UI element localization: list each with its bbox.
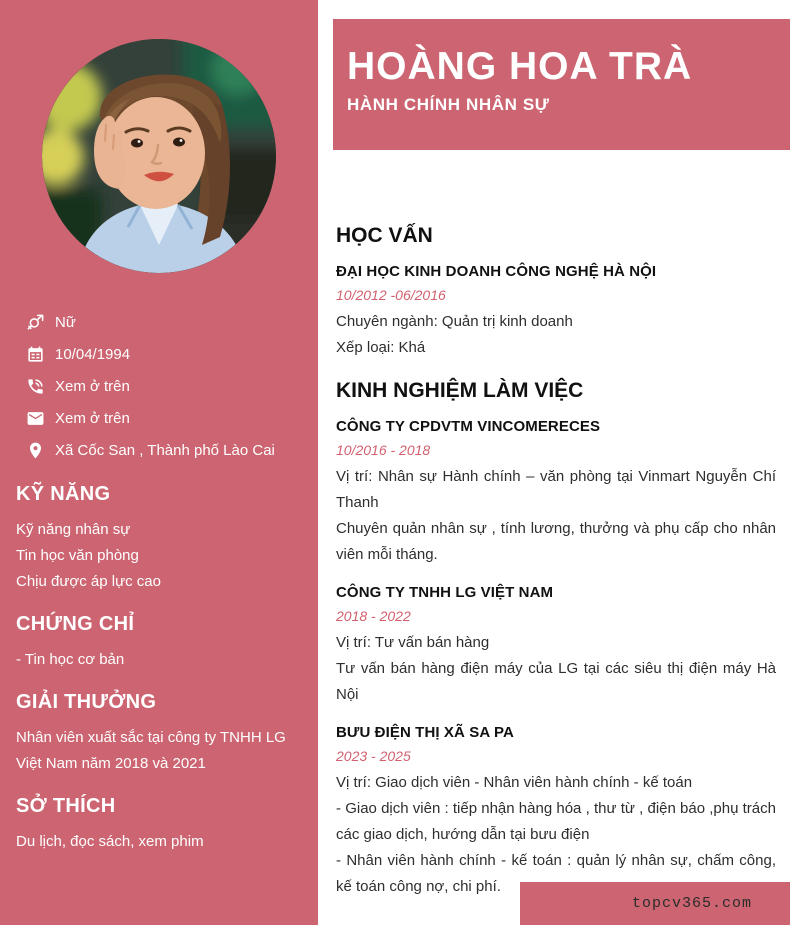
certificate-item: - Tin học cơ bản xyxy=(16,651,125,668)
experience-org: CÔNG TY CPDVTM VINCOMERECES xyxy=(336,418,601,435)
sidebar xyxy=(0,0,318,925)
section-experience xyxy=(336,377,776,900)
email-icon xyxy=(26,409,45,428)
experience-line: - Giao dịch viên : tiếp nhận hàng hóa , thư từ , điện báo ,phụ trách các giao dịch, hướng dẫn tại bưu điện xyxy=(336,800,776,843)
hobby-item: Du lịch, đọc sách, xem phim xyxy=(16,833,204,850)
experience-line: Vị trí: Giao dịch viên - Nhân viên hành chính - kế toán xyxy=(336,774,693,791)
avatar-illustration xyxy=(42,39,276,273)
experience-heading: KINH NGHIỆM LÀM VIỆC xyxy=(336,379,584,402)
location-icon xyxy=(26,441,45,460)
info-row-phone xyxy=(26,370,308,402)
education-line: Xếp loại: Khá xyxy=(336,339,426,356)
candidate-job-title: HÀNH CHÍNH NHÂN SỰ xyxy=(347,95,550,114)
section-title-hobbies: SỞ THÍCH xyxy=(16,795,116,817)
candidate-name: HOÀNG HOA TRÀ xyxy=(347,45,693,88)
phone-value: Xem ở trên xyxy=(55,377,130,395)
info-row-email xyxy=(26,402,308,434)
sidebar-sections xyxy=(16,482,307,872)
skill-item: Chịu được áp lực cao xyxy=(16,573,161,590)
experience-line: - Nhân viên hành chính - kế toán : quản lý nhân sự, chấm công, kế toán công nợ, chi phí. xyxy=(336,852,776,895)
experience-line: Vị trí: Nhân sự Hành chính – văn phòng tại Vinmart Nguyễn Chí Thanh xyxy=(336,468,776,511)
sidebar-section-certificates xyxy=(16,612,307,673)
education-entry xyxy=(336,260,776,361)
experience-period: 10/2016 - 2018 xyxy=(336,442,431,458)
award-item: Nhân viên xuất sắc tại công ty TNHH LG Việt Nam năm 2018 và 2021 xyxy=(16,729,286,772)
skill-item: Kỹ năng nhân sự xyxy=(16,521,131,538)
address-value: Xã Cốc San , Thành phố Lào Cai xyxy=(55,441,275,459)
experience-line: Tư vấn bán hàng điện máy của LG tại các siêu thị điện máy Hà Nội xyxy=(336,660,776,703)
education-heading: HỌC VẤN xyxy=(336,224,433,247)
info-row-gender xyxy=(26,306,308,338)
experience-entry xyxy=(336,581,776,708)
main-content xyxy=(336,222,776,913)
experience-entry xyxy=(336,415,776,568)
experience-period: 2018 - 2022 xyxy=(336,608,411,624)
name-banner xyxy=(333,19,790,150)
info-row-address xyxy=(26,434,308,466)
experience-org: CÔNG TY TNHH LG VIỆT NAM xyxy=(336,584,554,601)
gender-icon xyxy=(26,313,45,332)
experience-period: 2023 - 2025 xyxy=(336,748,411,764)
experience-line: Vị trí: Tư vấn bán hàng xyxy=(336,634,490,651)
education-line: Chuyên ngành: Quản trị kinh doanh xyxy=(336,313,573,330)
section-title-skills: KỸ NĂNG xyxy=(16,483,111,505)
email-value: Xem ở trên xyxy=(55,409,130,427)
watermark-bar xyxy=(520,882,790,925)
section-title-certificates: CHỨNG CHỈ xyxy=(16,613,135,635)
skill-item: Tin học văn phòng xyxy=(16,547,139,564)
watermark-text: topcv365.com xyxy=(631,895,752,912)
info-row-birthdate xyxy=(26,338,308,370)
sidebar-section-awards xyxy=(16,690,307,777)
calendar-icon xyxy=(26,345,45,364)
experience-org: BƯU ĐIỆN THỊ XÃ SA PA xyxy=(336,724,514,741)
personal-info-list xyxy=(26,306,308,466)
section-title-awards: GIẢI THƯỞNG xyxy=(16,691,157,713)
phone-icon xyxy=(26,377,45,396)
education-period: 10/2012 -06/2016 xyxy=(336,287,446,303)
sidebar-section-skills xyxy=(16,482,307,595)
gender-value: Nữ xyxy=(55,313,76,331)
section-education xyxy=(336,222,776,361)
birthdate-value: 10/04/1994 xyxy=(55,345,131,363)
sidebar-section-hobbies xyxy=(16,794,307,855)
profile-photo xyxy=(42,39,276,273)
experience-line: Chuyên quản nhân sự , tính lương, thưởng và phụ cấp cho nhân viên mỗi tháng. xyxy=(336,520,776,563)
education-org: ĐẠI HỌC KINH DOANH CÔNG NGHỆ HÀ NỘI xyxy=(336,263,657,280)
experience-entry xyxy=(336,721,776,900)
